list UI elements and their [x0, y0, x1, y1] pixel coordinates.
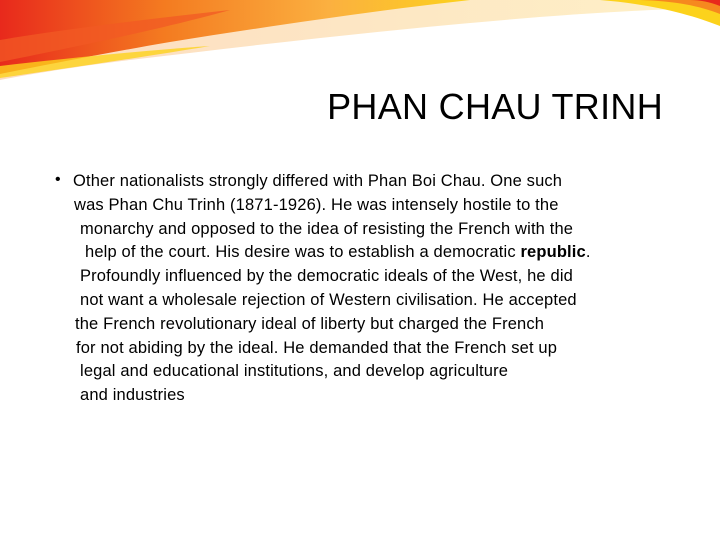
bullet-icon: •: [55, 171, 61, 188]
body-line: the French revolutionary ideal of liberty but charged the French: [75, 315, 545, 333]
body-line: for not abiding by the ideal. He demanded that the French set up: [76, 339, 558, 357]
body-line: not want a wholesale rejection of Western civilisation. He accepted: [80, 291, 577, 309]
body-line: Other nationalists strongly differed with Phan Boi Chau. One such: [73, 172, 563, 190]
body-line-with-bold: [85, 243, 591, 262]
body-line: Profoundly influenced by the democratic ideals of the West, he did: [80, 267, 573, 285]
slide-title: PHAN CHAU TRINH: [327, 86, 663, 127]
body-line: legal and educational institutions, and develop agriculture: [80, 362, 509, 380]
body-line: monarchy and opposed to the idea of resisting the French with the: [80, 220, 574, 238]
bold-term-suffix: .: [585, 243, 591, 261]
bold-term: republic: [520, 243, 586, 261]
body-line: was Phan Chu Trinh (1871-1926). He was intensely hostile to the: [74, 196, 559, 214]
body-line: and industries: [80, 386, 185, 404]
body-line: help of the court. His desire was to establish a democratic: [85, 243, 516, 261]
